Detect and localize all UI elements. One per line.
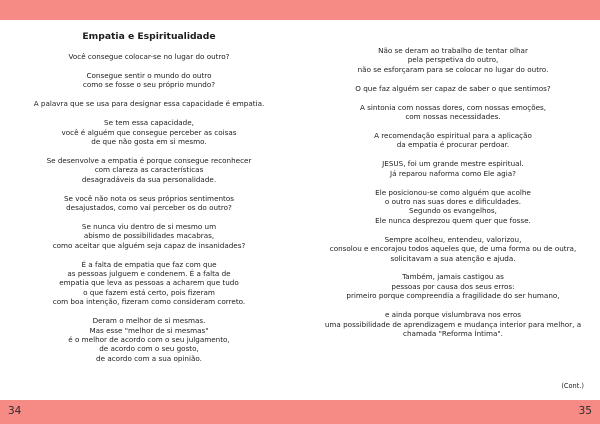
left-page-column [20,28,278,373]
continued-label: (Cont.) [561,382,584,390]
page-title: Empatia e Espiritualidade [82,31,216,42]
paragraph: e ainda porque vislumbrava nos erros uma possibilidade de aprendizagem e mudança interior para melhor, a chamada "Reforma Íntima". [324,310,582,338]
paragraph: Se nunca viu dentro de si mesmo um abismo de possibilidades macabras, como aceitar que alguém seja capaz de insanidades? [52,221,246,250]
paragraph: A palavra que se usa para designar essa capacidade é empatia. [33,99,265,109]
top-color-band [0,0,600,20]
right-page-number: 35 [578,405,592,417]
paragraph: Se desenvolve a empatia é porque consegue reconhecer com clareza as características desagradáveis da sua personalidade. [46,155,252,184]
paragraph: JESUS, foi um grande mestre espiritual. Já reparou naforma como Ele agia? [382,159,524,178]
left-page-number: 34 [8,405,22,417]
paragraph: Consegue sentir o mundo do outro como se fosse o seu próprio mundo? [82,70,216,90]
paragraph: Não se deram ao trabalho de tentar olhar pela perspetiva do outro, não se esforçaram para se colocar no lugar do outro. [357,46,549,74]
paragraph: Se você não nota os seus próprios sentimentos desajustados, como vai perceber os do outro? [63,193,235,212]
paragraph: Se tem essa capacidade, você é alguém que consegue perceber as coisas de que não gosta em si mesmo. [61,118,237,146]
paragraph: A recomendação espiritual para a aplicação da empatia é procurar perdoar. [374,130,532,150]
paragraph: Você consegue colocar-se no lugar do outro? [68,52,230,61]
paragraph: É a falta de empatia que faz com que as pessoas julguem e condenem. É a falta de empatia que leva as pessoas a acharem que tudo o que fazem está certo, pois fizeram com boa intenção, fizeram como consideram correto. [52,259,246,307]
bottom-color-band [0,400,600,424]
paragraph: O que faz alguém ser capaz de saber o que sentimos? [355,83,551,93]
paragraph: Também, jamais castigou as pessoas por causa dos seus erros: primeiro porque compreendia a fragilidade do ser humano, [346,272,560,301]
paragraph: Sempre acolheu, entendeu, valorizou, consolou e encorajou todos aqueles que, de uma forma ou de outra, solicitavam a sua atenção e ajuda. [329,234,577,263]
paragraph: Ele posicionou-se como alguém que acolhe o outro nas suas dores e dificuldades. Segundo os evangelhos, Ele nunca desprezou quem quer que fosse. [375,187,531,225]
paragraph: Deram o melhor de si mesmas. Mas esse "melhor de si mesmas" é o melhor de acordo com o seu julgamento, de acordo com o seu gosto, de acordo com a sua opinião. [68,316,230,363]
right-page-column [316,46,590,348]
paragraph: A sintonia com nossas dores, com nossas emoções, com nossas necessidades. [359,102,547,122]
